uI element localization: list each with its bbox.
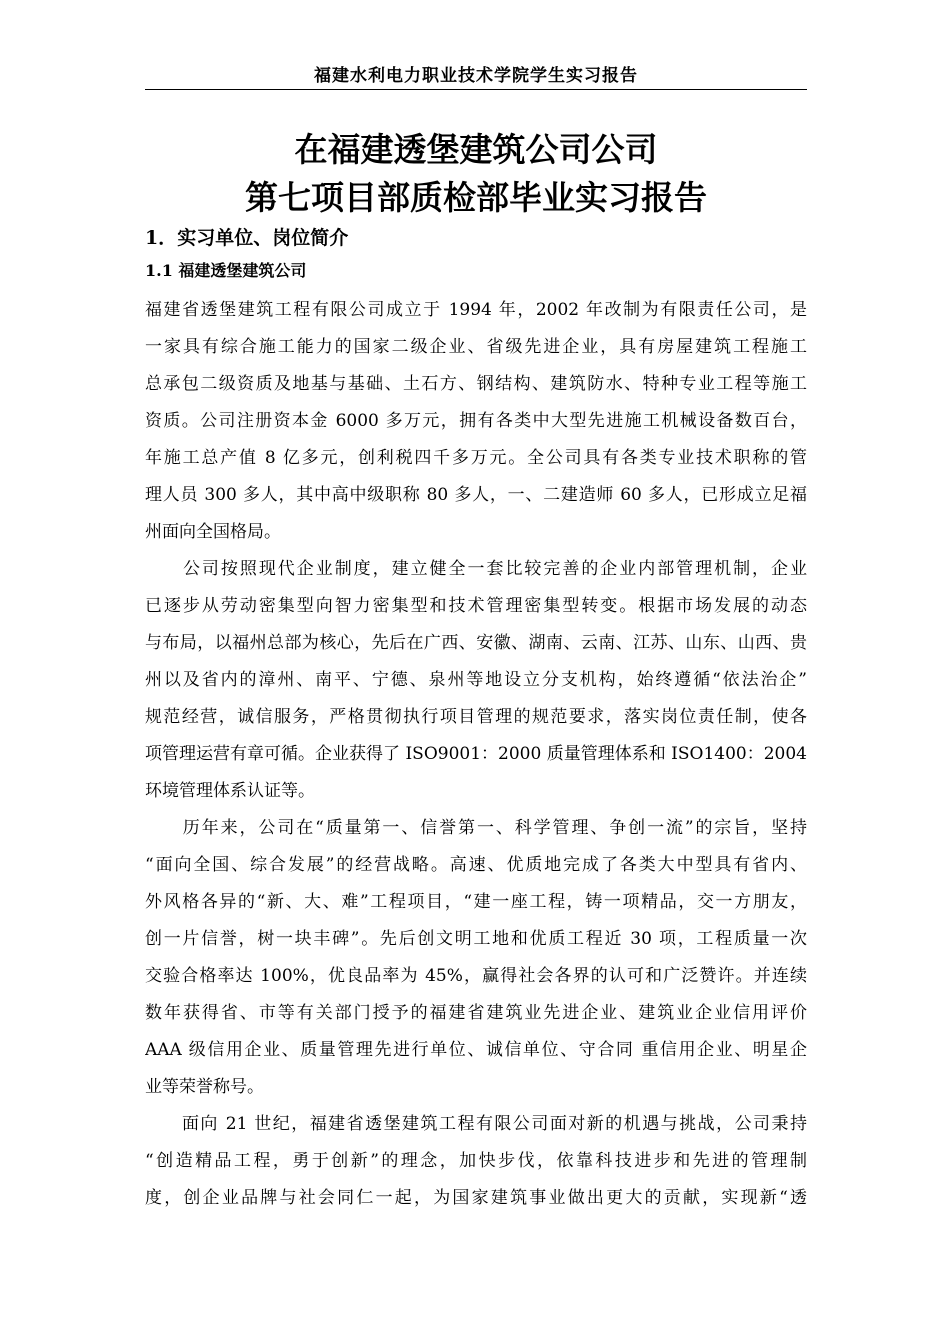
- body-text-line: 项管理运营有章可循。企业获得了 ISO9001：2000 质量管理体系和 ISO1400：2004: [145, 744, 807, 764]
- subsection-heading: 1.1 福建透堡建筑公司: [145, 261, 307, 280]
- body-text-line: “创造精品工程，勇于创新”的理念，加快步伐，依靠科技进步和先进的管理制: [145, 1151, 807, 1171]
- body-text-line: 年施工总产值 8 亿多元，创利税四千多万元。全公司具有各类专业技术职称的管: [145, 448, 807, 468]
- body-text-line: 面向 21 世纪，福建省透堡建筑工程有限公司面对新的机遇与挑战，公司秉持: [145, 1114, 807, 1134]
- body-text-line: 历年来，公司在“质量第一、信誉第一、科学管理、争创一流”的宗旨，坚持: [145, 818, 807, 838]
- body-text-line: 一家具有综合施工能力的国家二级企业、省级先进企业，具有房屋建筑工程施工: [145, 337, 807, 357]
- header-rule: [145, 89, 807, 90]
- body-text-line: 州以及省内的漳州、南平、宁德、泉州等地设立分支机构，始终遵循“依法治企”: [145, 670, 807, 690]
- body-text-line: 度，创企业品牌与社会同仁一起，为国家建筑事业做出更大的贡献，实现新“透: [145, 1188, 807, 1208]
- body-text-line: 环境管理体系认证等。: [145, 781, 315, 801]
- body-text-line: 资质。公司注册资本金 6000 多万元，拥有各类中大型先进施工机械设备数百台，: [145, 411, 807, 431]
- body-text-line: 总承包二级资质及地基与基础、土石方、钢结构、建筑防水、特种专业工程等施工: [145, 374, 807, 394]
- body-text-line: 理人员 300 多人，其中高中级职称 80 多人，一、二建造师 60 多人，已形成立足福: [145, 485, 807, 505]
- body-text-line: 创一片信誉，树一块丰碑”。先后创文明工地和优质工程近 30 项，工程质量一次: [145, 929, 807, 949]
- section-heading: 1．实习单位、岗位简介: [145, 227, 349, 249]
- body-text-line: 州面向全国格局。: [145, 522, 281, 542]
- body-text-line: 规范经营，诚信服务，严格贯彻执行项目管理的规范要求，落实岗位责任制，使各: [145, 707, 807, 727]
- body-text-line: 与布局，以福州总部为核心，先后在广西、安徽、湖南、云南、江苏、山东、山西、贵: [145, 633, 807, 653]
- body-text: [145, 292, 807, 1217]
- body-text-line: 交验合格率达 100%，优良品率为 45%，赢得社会各界的认可和广泛赞许。并连续: [145, 966, 807, 986]
- document-title-line-1: 在福建透堡建筑公司公司: [294, 130, 658, 169]
- body-text-line: “面向全国、综合发展”的经营战略。高速、优质地完成了各类大中型具有省内、: [145, 855, 807, 875]
- body-text-line: 业等荣誉称号。: [145, 1077, 264, 1097]
- document-title-line-2: 第七项目部质检部毕业实习报告: [245, 178, 707, 217]
- body-text-line: AAA 级信用企业、质量管理先进行单位、诚信单位、守合同 重信用企业、明星企: [145, 1040, 807, 1060]
- body-text-line: 已逐步从劳动密集型向智力密集型和技术管理密集型转变。根据市场发展的动态: [145, 596, 807, 616]
- body-text-line: 公司按照现代企业制度，建立健全一套比较完善的企业内部管理机制，企业: [145, 559, 807, 579]
- body-text-line: 福建省透堡建筑工程有限公司成立于 1994 年，2002 年改制为有限责任公司，是: [145, 300, 807, 320]
- running-header: 福建水利电力职业技术学院学生实习报告: [314, 66, 638, 86]
- body-text-line: 数年获得省、市等有关部门授予的福建省建筑业先进企业、建筑业企业信用评价: [145, 1003, 807, 1023]
- body-text-line: 外风格各异的“新、大、难”工程项目，“建一座工程，铸一项精品，交一方朋友，: [145, 892, 807, 912]
